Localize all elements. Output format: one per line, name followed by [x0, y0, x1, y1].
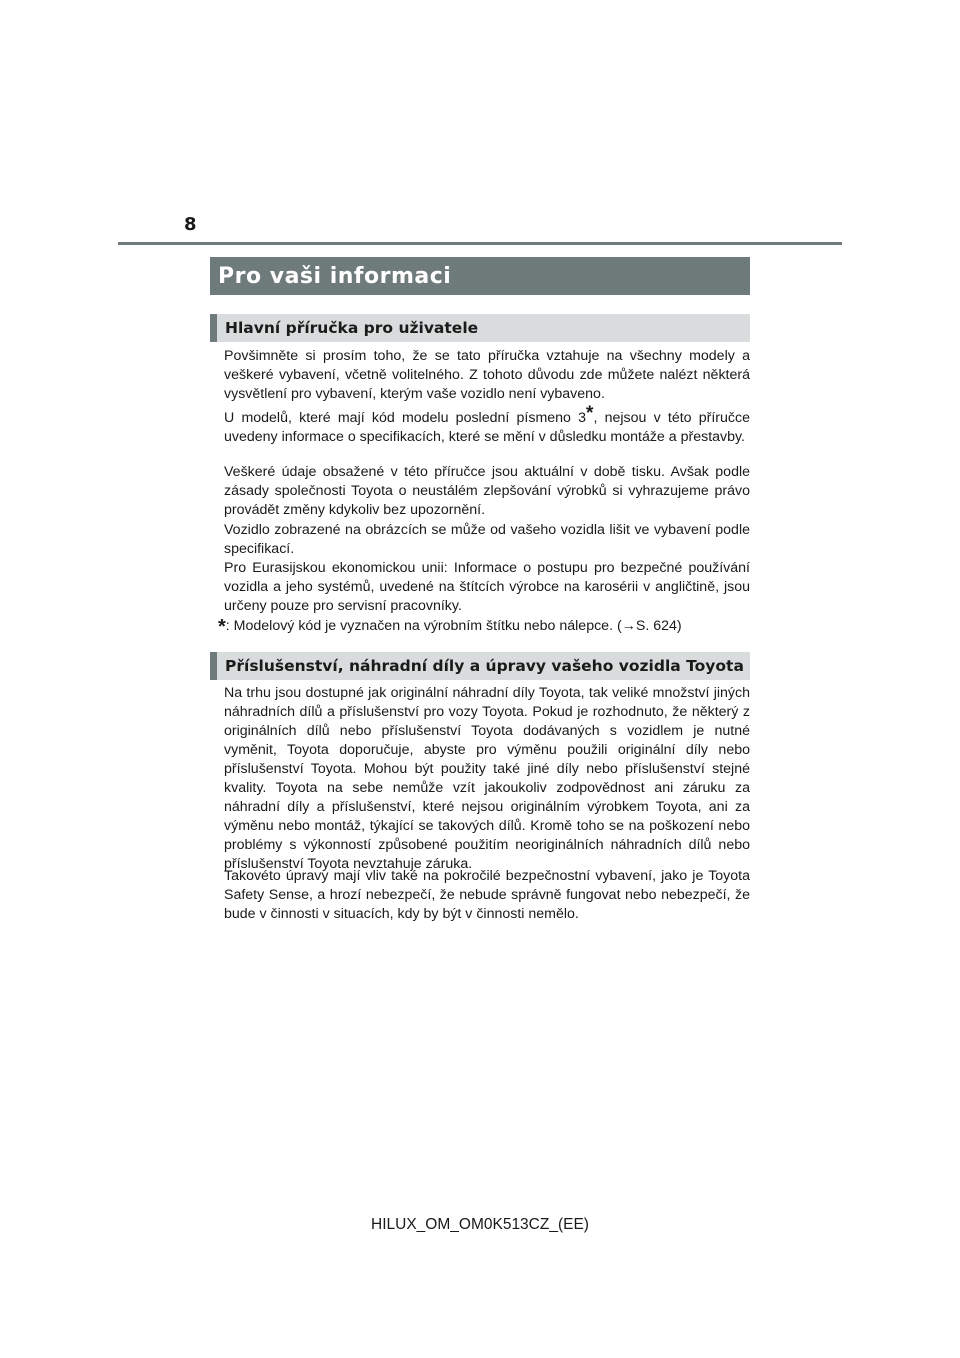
- footnote-model-code: [218, 617, 750, 637]
- section-heading-text: Příslušenství, náhradní díly a úpravy vašeho vozidla Toyota: [225, 657, 744, 675]
- section-heading-accessories: [210, 652, 750, 680]
- section-heading-main-manual: [210, 314, 750, 342]
- paragraph-illustrations: Vozidlo zobrazené na obrázcích se může od vašeho vozidla lišit ve vybavení podle specifikací.: [224, 522, 750, 557]
- paragraph-model-code: [224, 404, 750, 447]
- paragraph-manual-scope: Povšimněte si prosím toho, že se tato příručka vztahuje na všechny modely a veškeré vybavení, včetně volitelného. Z tohoto důvodu zde můžete nalézt některá vysvětlení pro vybavení, kterým vaše vozidlo není vybaveno.: [224, 348, 750, 402]
- header-divider: [118, 242, 842, 245]
- paragraph-spare-parts: Na trhu jsou dostupné jak originální náhradní díly Toyota, tak veliké množství jiných náhradních dílů a příslušenství pro vozy Toyota. Pokud je rozhodnuto, že některý z originálních dílů nebo příslušenství Toyota dodávaných s vozidlem je nutné vyměnit, Toyota doporučuje, abyste pro výměnu použili originální díly nebo příslušenství Toyota. Mohou být použity také jiné díly nebo příslušenství stejné kvality. Toyota na sebe nemůže vzít jakoukoliv zodpovědnost ani záruku za náhradní díly a příslušenství, které nejsou originálním výrobkem Toyota, ani za výměnu nebo montáž, týkající se takových dílů. Kromě toho se na poškození nebo problémy s výkonností způsobené použitím neoriginálních náhradních dílů nebo příslušenství Toyota nevztahuje záruka.: [224, 685, 750, 872]
- document-code-footer: HILUX_OM_OM0K513CZ_(EE): [371, 1216, 589, 1233]
- asterisk-mark: *: [586, 403, 594, 424]
- asterisk-mark: *: [218, 616, 226, 638]
- paragraph-safety-sense: Takovéto úpravy mají vliv také na pokročilé bezpečnostní vybavení, jako je Toyota Safety Sense, a hrozí nebezpečí, že nebude správně fungovat nebo nebezpečí, že bude v činnosti v situacích, kdy by být v činnosti nemělo.: [224, 868, 750, 922]
- paragraph-text: , nejsou v této příručce uvedeny informace o specifikacích, které se mění v důsledku montáže a přestavby.: [224, 410, 750, 445]
- page-title-bar: [210, 257, 750, 295]
- section-heading-text: Hlavní příručka pro uživatele: [225, 319, 479, 337]
- paragraph-print-date: Veškeré údaje obsažené v této příručce jsou aktuální v době tisku. Avšak podle zásady společnosti Toyota o neustálém zlepšování výrobků si vyhrazujeme právo provádět změny kdykoliv bez upozornění.: [224, 464, 750, 518]
- page-number: 8: [184, 214, 197, 235]
- paragraph-text: U modelů, které mají kód modelu poslední písmeno 3: [224, 410, 587, 426]
- paragraph-eurasian-union: Pro Eurasijskou ekonomickou unii: Informace o postupu pro bezpečné používání vozidla a jeho systémů, uvedené na štítcích výrobce na karosérii v angličtině, jsou určeny pouze pro servisní pracovníky.: [224, 560, 750, 614]
- page-title: Pro vaši informaci: [218, 263, 452, 289]
- footnote-text: : Modelový kód je vyznačen na výrobním štítku nebo nálepce. (→S. 624): [225, 618, 682, 634]
